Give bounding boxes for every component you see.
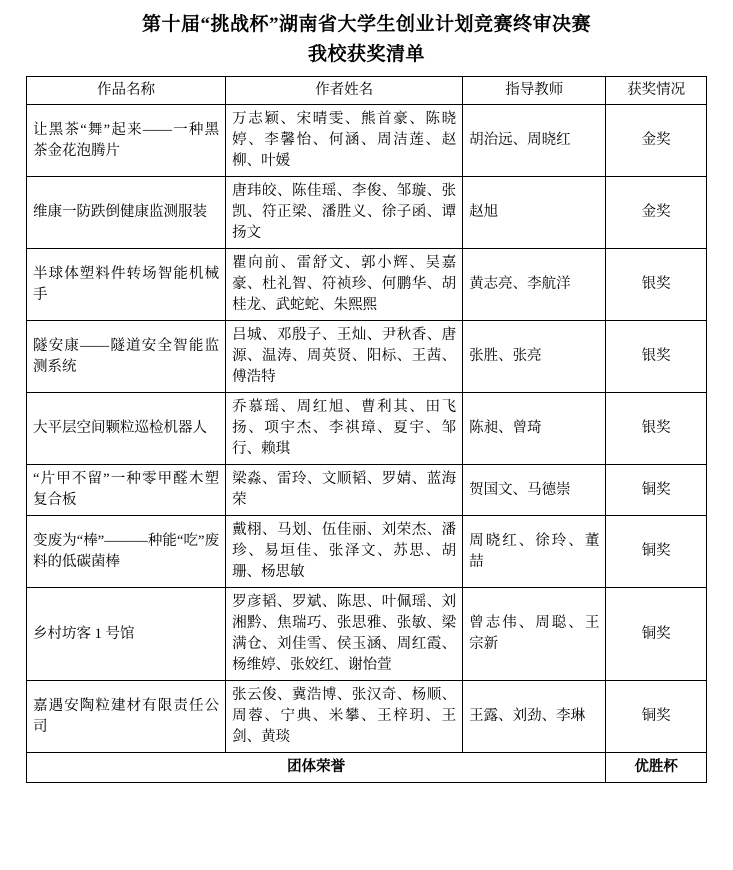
table-header-row bbox=[27, 77, 707, 105]
column-header-award: 获奖情况 bbox=[606, 77, 707, 105]
cell-award: 铜奖 bbox=[606, 588, 707, 681]
table-row bbox=[27, 177, 707, 249]
cell-advisor: 贺国文、马德崇 bbox=[463, 465, 606, 516]
cell-award: 金奖 bbox=[606, 177, 707, 249]
cell-advisor: 赵旭 bbox=[463, 177, 606, 249]
cell-award: 铜奖 bbox=[606, 516, 707, 588]
cell-advisor: 黄志亮、李航洋 bbox=[463, 249, 606, 321]
cell-work-name: 嘉遇安陶粒建材有限责任公司 bbox=[27, 681, 226, 753]
footer-award: 优胜杯 bbox=[606, 753, 707, 783]
table-row bbox=[27, 321, 707, 393]
cell-work-name: 维康一防跌倒健康监测服装 bbox=[27, 177, 226, 249]
cell-work-name: “片甲不留”一种零甲醛木塑复合板 bbox=[27, 465, 226, 516]
table-footer-row bbox=[27, 753, 707, 783]
cell-work-name: 让黑茶“舞”起来——一种黑茶金花泡腾片 bbox=[27, 105, 226, 177]
cell-authors: 罗彦韬、罗斌、陈思、叶佩瑶、刘湘黔、焦瑞巧、张思雅、张敏、梁满仓、刘佳雪、侯玉涵、周红霞、杨维婷、张姣红、谢怡萱 bbox=[226, 588, 463, 681]
cell-authors: 吕城、邓殷子、王灿、尹秋香、唐源、温涛、周英贤、阳标、王茜、傅浩特 bbox=[226, 321, 463, 393]
table-row bbox=[27, 516, 707, 588]
award-list-table bbox=[26, 76, 707, 783]
column-header-work-name: 作品名称 bbox=[27, 77, 226, 105]
cell-award: 金奖 bbox=[606, 105, 707, 177]
cell-work-name: 乡村坊客 1 号馆 bbox=[27, 588, 226, 681]
cell-authors: 乔慕瑶、周红旭、曹利其、田飞扬、项宇杰、李祺璋、夏宇、邹行、赖琪 bbox=[226, 393, 463, 465]
column-header-author-name: 作者姓名 bbox=[226, 77, 463, 105]
footer-label: 团体荣誉 bbox=[27, 753, 606, 783]
cell-work-name: 变废为“棒”———种能“吃”废料的低碳菌棒 bbox=[27, 516, 226, 588]
table-row bbox=[27, 105, 707, 177]
cell-award: 银奖 bbox=[606, 321, 707, 393]
page-subtitle: 我校获奖清单 bbox=[307, 44, 425, 65]
cell-advisor: 胡治远、周晓红 bbox=[463, 105, 606, 177]
cell-advisor: 周晓红、徐玲、董喆 bbox=[463, 516, 606, 588]
cell-advisor: 王露、刘劲、李琳 bbox=[463, 681, 606, 753]
table-row bbox=[27, 681, 707, 753]
cell-work-name: 隧安康——隧道安全智能监测系统 bbox=[27, 321, 226, 393]
cell-advisor: 曾志伟、周聪、王宗新 bbox=[463, 588, 606, 681]
cell-award: 银奖 bbox=[606, 249, 707, 321]
cell-work-name: 半球体塑料件转场智能机械手 bbox=[27, 249, 226, 321]
cell-work-name: 大平层空间颗粒巡检机器人 bbox=[27, 393, 226, 465]
table-row bbox=[27, 588, 707, 681]
cell-advisor: 陈昶、曾琦 bbox=[463, 393, 606, 465]
table-row bbox=[27, 249, 707, 321]
table-row bbox=[27, 465, 707, 516]
cell-authors: 张云俊、冀浩博、张汉奇、杨顺、周蓉、宁典、米攀、王梓玥、王剑、黄琰 bbox=[226, 681, 463, 753]
column-header-advisor: 指导教师 bbox=[463, 77, 606, 105]
cell-award: 铜奖 bbox=[606, 681, 707, 753]
page-title: 第十届“挑战杯”湖南省大学生创业计划竞赛终审决赛 bbox=[141, 14, 591, 35]
cell-authors: 瞿向前、雷舒文、郭小辉、吴嘉豪、杜礼智、符祯珍、何鹏华、胡桂龙、武蛇蛇、朱熙熙 bbox=[226, 249, 463, 321]
cell-advisor: 张胜、张亮 bbox=[463, 321, 606, 393]
cell-authors: 戴栩、马划、伍佳丽、刘荣杰、潘珍、易垣佳、张泽文、苏思、胡珊、杨思敏 bbox=[226, 516, 463, 588]
table-row bbox=[27, 393, 707, 465]
cell-authors: 万志颖、宋晴雯、熊首豪、陈晓婷、李馨怡、何涵、周洁莲、赵柳、叶媛 bbox=[226, 105, 463, 177]
cell-authors: 梁淼、雷玲、文顺韬、罗婧、蓝海荣 bbox=[226, 465, 463, 516]
cell-award: 铜奖 bbox=[606, 465, 707, 516]
cell-authors: 唐玮皎、陈佳瑶、李俊、邹璇、张凯、符正梁、潘胜义、徐子函、谭扬文 bbox=[226, 177, 463, 249]
cell-award: 银奖 bbox=[606, 393, 707, 465]
